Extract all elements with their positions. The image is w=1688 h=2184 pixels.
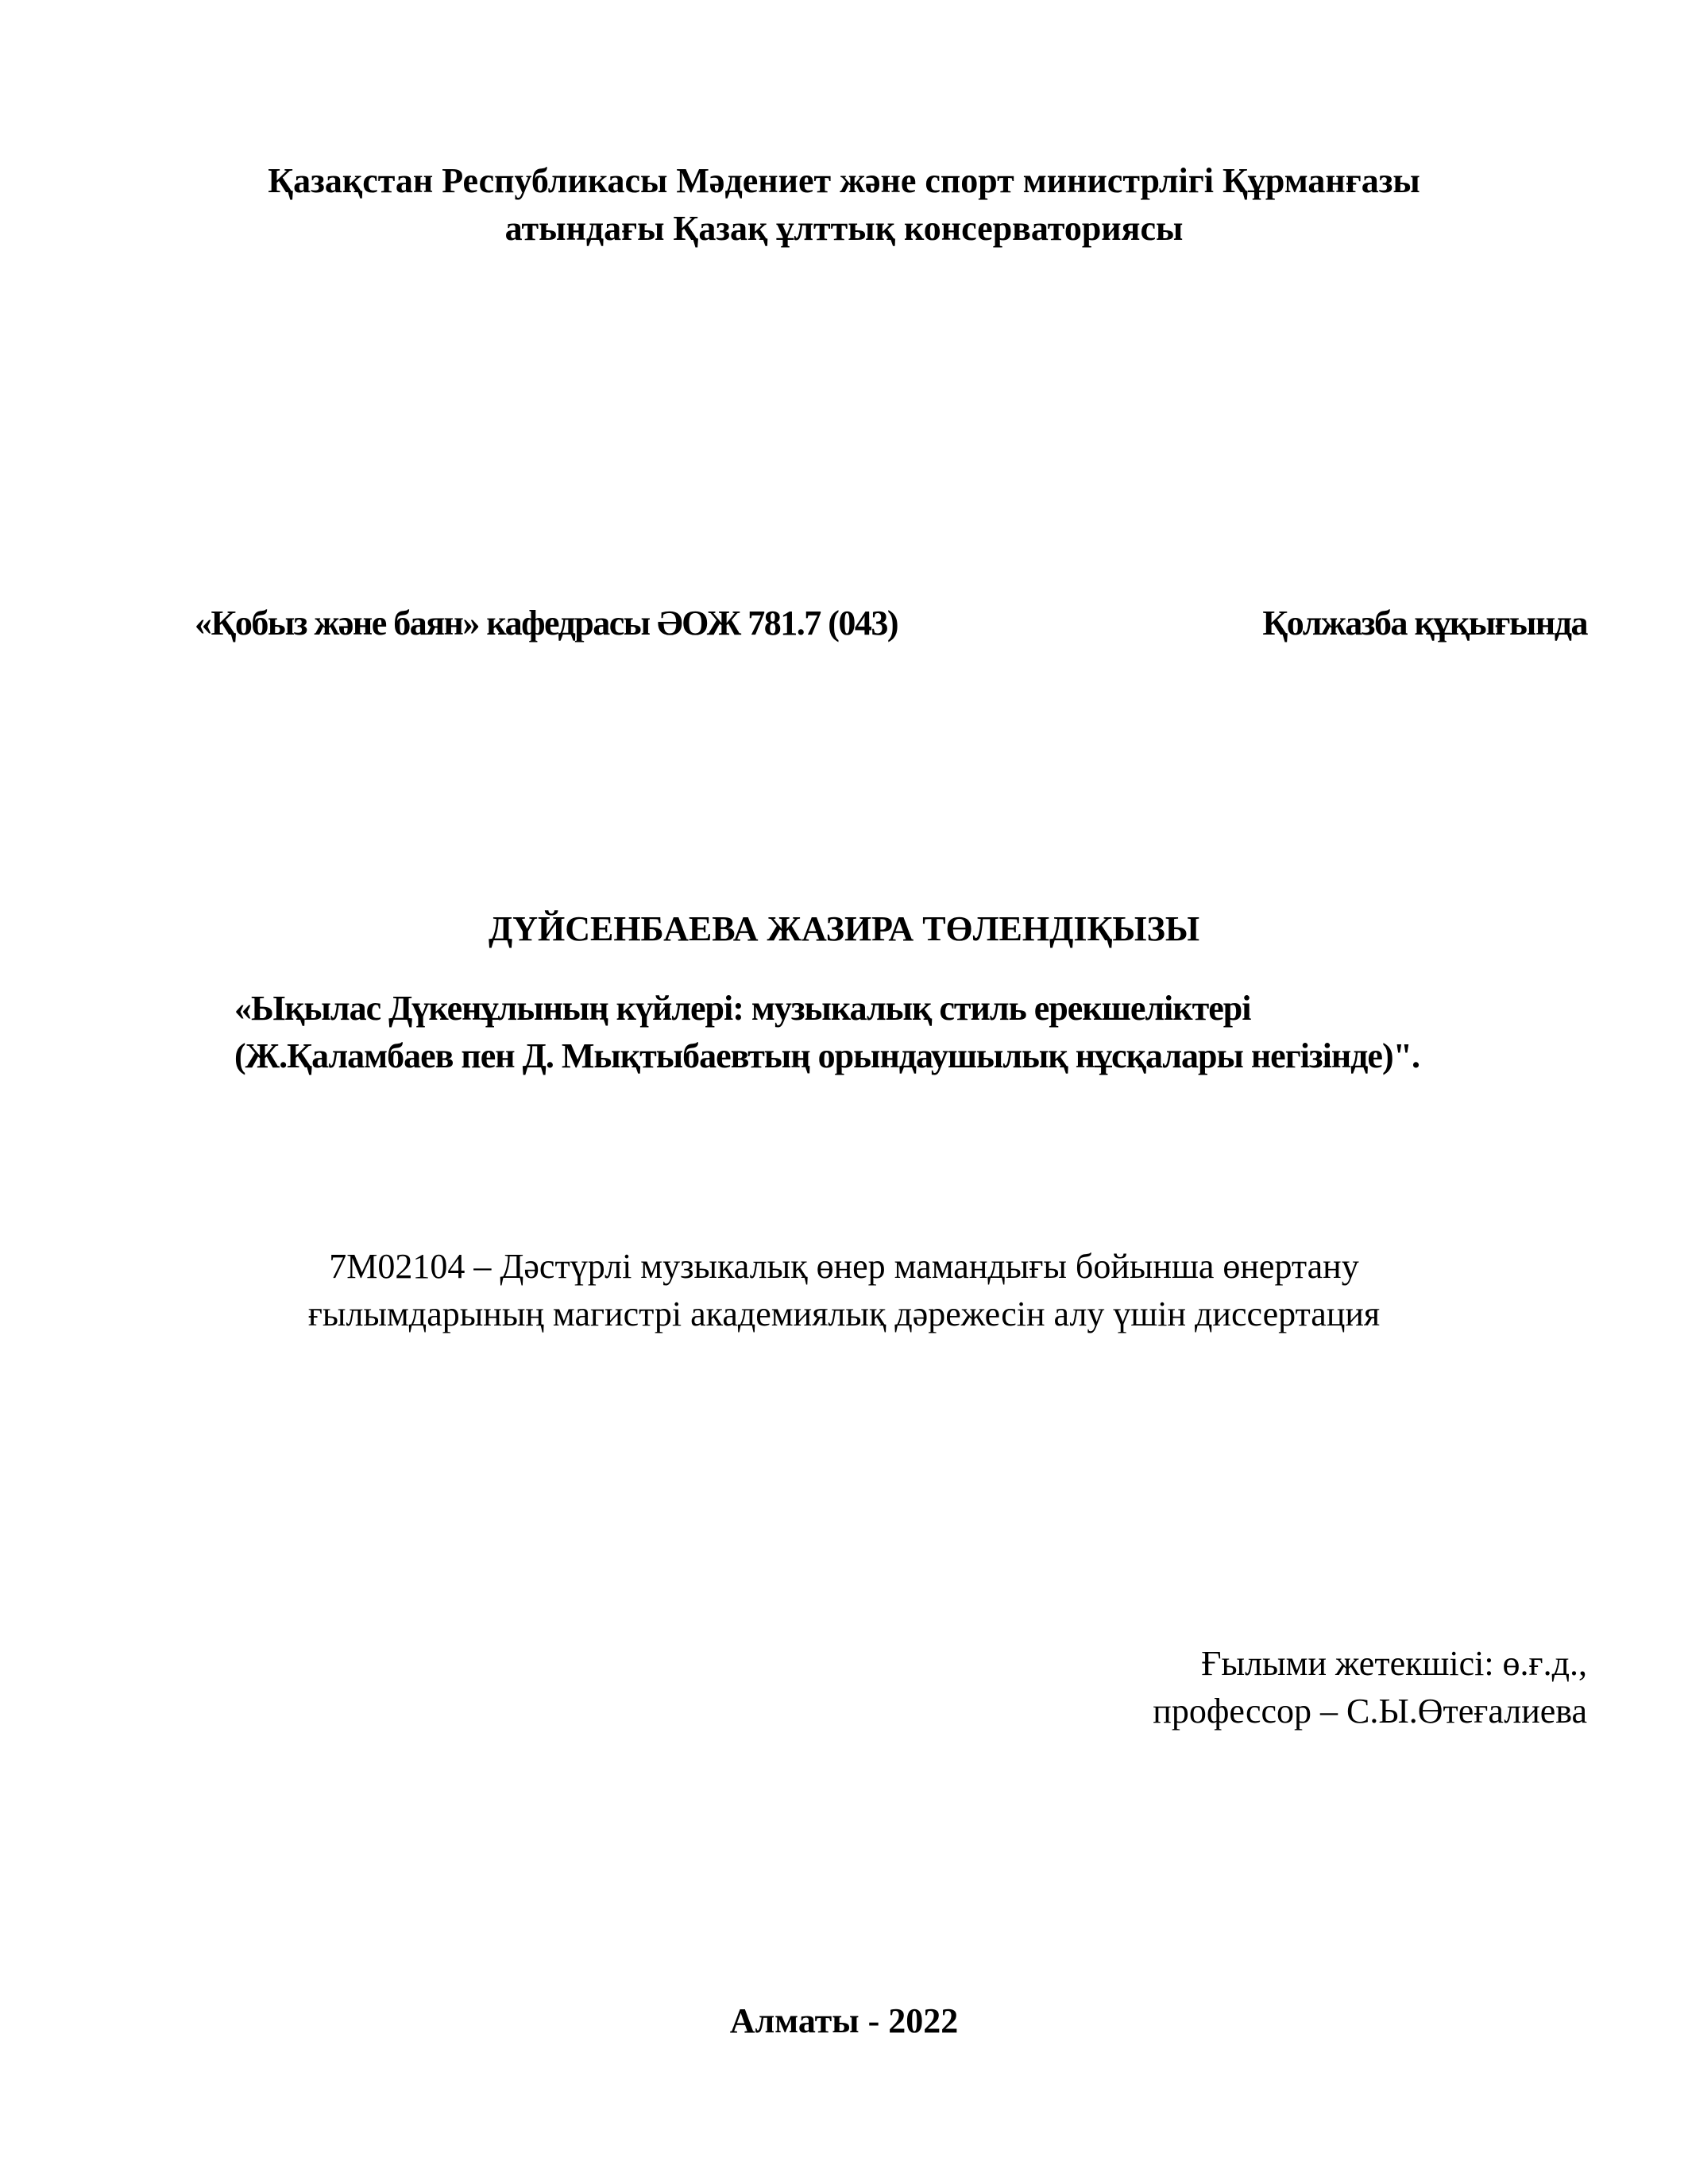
- supervisor-line-2: профессор – С.Ы.Өтеғалиева: [1153, 1692, 1587, 1731]
- scientific-supervisor: [1153, 1640, 1587, 1735]
- author-name: ДҮЙСЕНБАЕВА ЖАЗИРА ТӨЛЕНДІҚЫЗЫ: [488, 909, 1200, 948]
- department-code: «Қобыз және баян» кафедрасы ӘОЖ 781.7 (043): [195, 604, 898, 642]
- institution-line-1: Қазақстан Республикасы Мәдениет және спорт министрлігі Құрманғазы: [268, 161, 1420, 200]
- supervisor-line-1: Ғылыми жетекшісі: ө.ғ.д.,: [1201, 1644, 1587, 1683]
- manuscript-rights: Қолжазба құқығында: [1262, 604, 1587, 642]
- thesis-title: [234, 985, 1420, 1080]
- specialty-description: [159, 1243, 1529, 1338]
- institution-heading: [159, 157, 1529, 253]
- institution-line-2: атындағы Қазақ ұлттық консерваториясы: [504, 209, 1184, 248]
- specialty-line-1: 7M02104 – Дәстүрлі музыкалық өнер мамандығы бойынша өнертану: [329, 1247, 1359, 1286]
- thesis-title-line-1: «Ықылас Дүкенұлының күйлері: музыкалық стиль ерекшеліктері: [234, 989, 1251, 1028]
- city-year: Алматы - 2022: [729, 2001, 959, 2040]
- specialty-line-2: ғылымдарының магистрі академиялық дәрежесін алу үшін диссертация: [307, 1295, 1381, 1333]
- thesis-title-line-2: (Ж.Қаламбаев пен Д. Мықтыбаевтың орындаушылық нұсқалары негізінде)".: [234, 1036, 1420, 1075]
